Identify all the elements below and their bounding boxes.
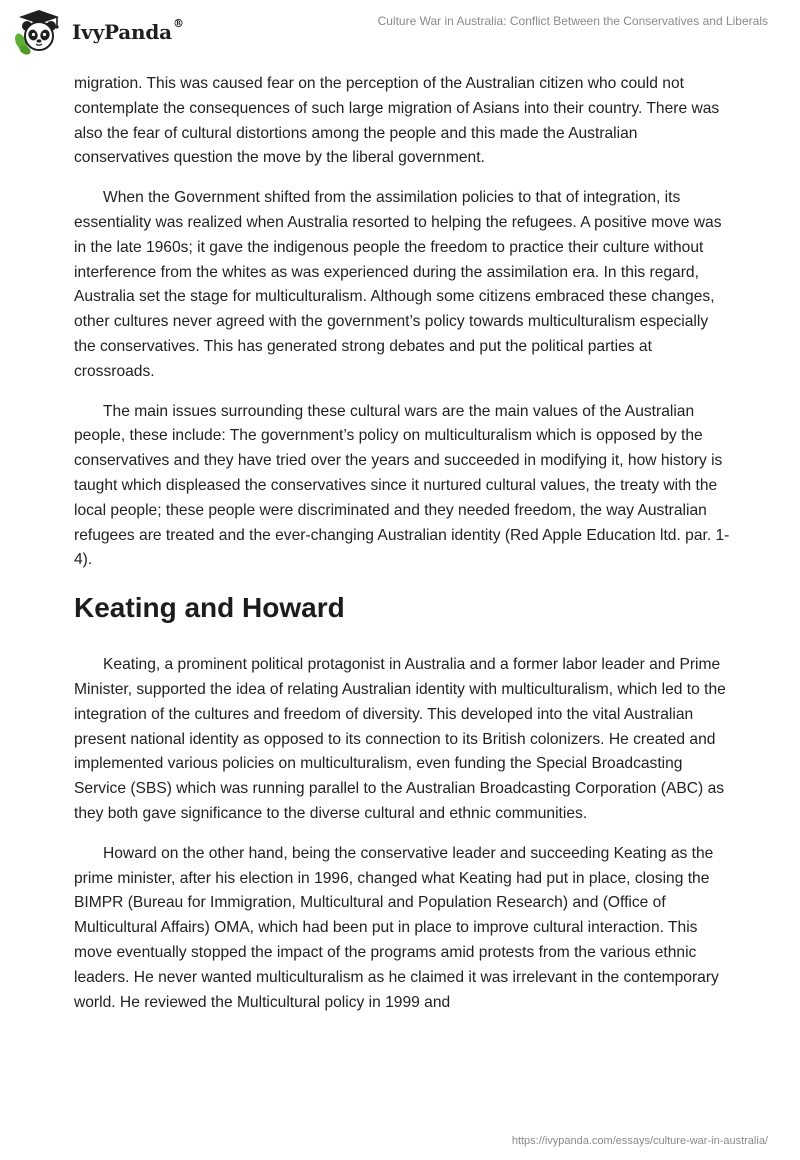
page-header xyxy=(0,0,800,64)
paragraph: When the Government shifted from the assimilation policies to that of integration, its essentiality was realized when Australia resorted to helping the refugees. A positive move was in the late 1960s; it gave the indigenous people the freedom to practice their culture without interference from the whites as was experienced during the assimilation era. In this regard, Australia set the stage for multiculturalism. Although some citizens embraced these changes, other cultures never agreed with the government’s policy towards multiculturalism especially the conservatives. This has generated strong debates and put the political parties at crossroads. xyxy=(74,189,722,380)
essay-content xyxy=(74,72,730,1030)
paragraph: Keating, a prominent political protagonist in Australia and a former labor leader and Prime Minister, supported the idea of relating Australian identity with multiculturalism, which led to the integration of the cultures and freedom of diversity. This developed into the vital Australian present national identity as opposed to its connection to its British colonizers. He created and implemented various policies on multiculturalism, even funding the Special Broadcasting Service (SBS) which was running parallel to the Australian Broadcasting Corporation (ABC) as they both gave significance to the diverse cultural and ethnic communities. xyxy=(74,656,726,822)
panda-graduate-logo-icon xyxy=(14,8,64,56)
brand-logo[interactable] xyxy=(14,8,184,56)
registered-mark: ® xyxy=(172,17,184,30)
paragraph-continued: migration. This was caused fear on the perception of the Australian citizen who could not contemplate the consequences of such large migration of Asians into their country. There was also the fear of cultural distortions among the people and this made the Australian conservatives question the move by the liberal government. xyxy=(74,75,720,167)
brand-name: IvyPanda® xyxy=(72,17,184,44)
section-heading: Keating and Howard xyxy=(74,592,345,624)
paragraph: Howard on the other hand, being the conservative leader and succeeding Keating as the prime minister, after his election in 1996, changed what Keating had put in place, closing the BIMPR (Bureau for Immigration, Multicultural and Population Research) and (Office of Multicultural Affairs) OMA, which had been put in place to improve cultural interaction. This move eventually stopped the impact of the programs amid protests from the various ethnic leaders. He never wanted multiculturalism as he claimed it was irrelevant in the contemporary world. He reviewed the Multicultural policy in 1999 and xyxy=(74,844,719,1011)
document-title: Culture War in Australia: Conflict Between the Conservatives and Liberals xyxy=(377,14,768,28)
footer-url[interactable]: https://ivypanda.com/essays/culture-war-in-australia/ xyxy=(511,1135,768,1147)
paragraph: The main issues surrounding these cultural wars are the main values of the Australian people, these include: The government’s policy on multiculturalism which is opposed by the conservatives and they have tried over the years and succeeded in modifying it, how history is taught which displeased the conservatives since it nurtured cultural values, the treaty with the local people; these people were discriminated and they needed freedom, the way Australian refugees are treated and the ever-changing Australian identity (Red Apple Education ltd. par. 1-4). xyxy=(74,402,730,569)
